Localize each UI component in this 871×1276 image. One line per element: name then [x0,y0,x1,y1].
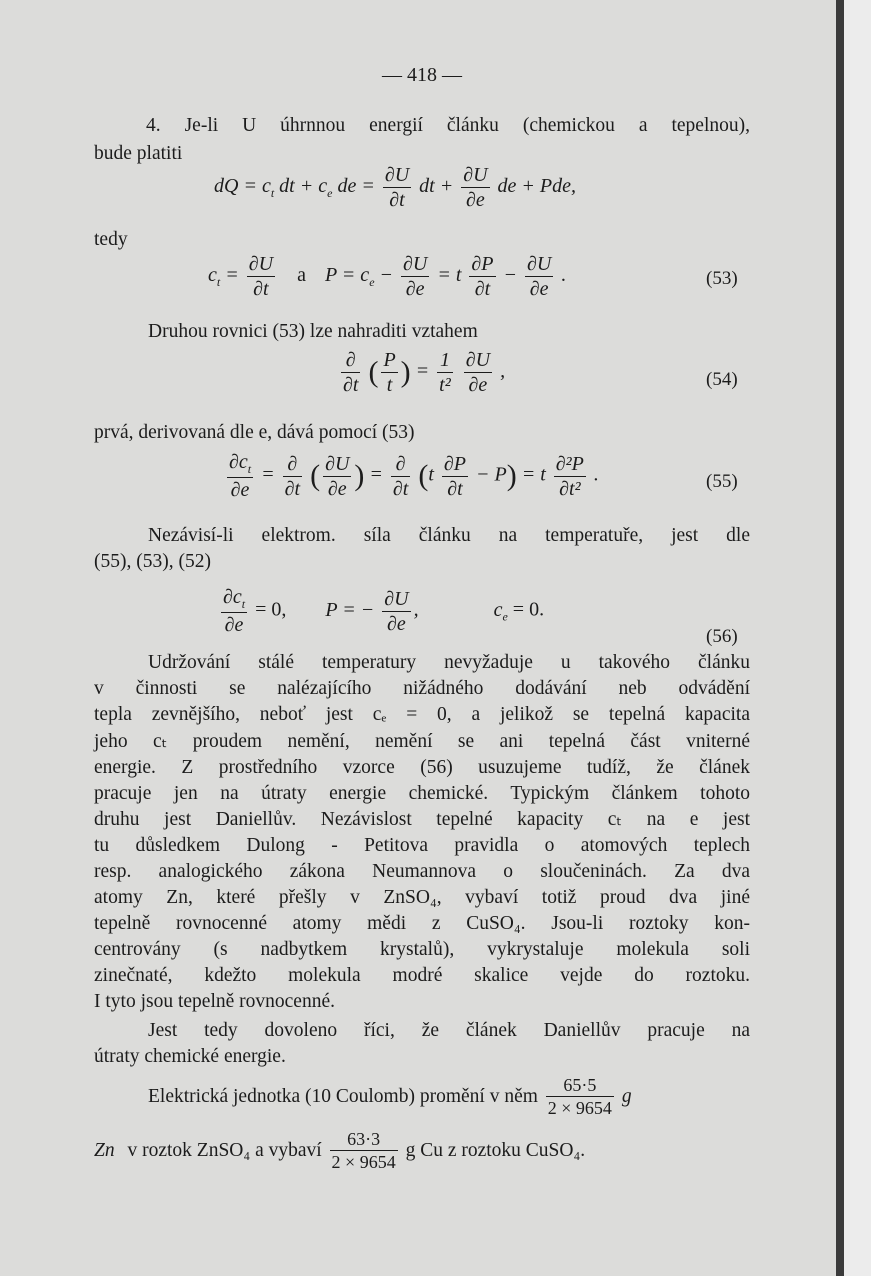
paragraph-line: v činnosti se nalézajícího nižádného dodávání neb odvádění [94,678,750,699]
paragraph-line: zinečnaté, kdežto molekula modré skalice vejde do roztoku. [94,965,750,986]
paragraph-line: tu důsledkem Dulong - Petitova pravidla o atomových teplech [94,835,750,856]
paragraph-line: I tyto jsou tepelně rovnocenné. [94,991,335,1012]
nezavisi-line-2: (55), (53), (52) [94,551,211,572]
paragraph-line: druhu jest Daniellův. Nezávislost tepelné kapacity cₜ na e jest [94,809,750,830]
tedy-label: tedy [94,229,128,250]
paragraph-line: jeho cₜ proudem nemění, nemění se ani tepelná část vniterné [94,731,750,752]
elektricka-line: Elektrická jednotka (10 Coulomb) promění v něm $\frac{65\cdot 5}{2 \times 9654}$ g [148,1075,632,1118]
equation-54: $\frac{\partial}{\partial t}$ ( $\frac{P}{t}$ ) = $\frac{1}{\text{t²}}$ $\frac{\partial U}{\partial e}$ , [343,349,506,396]
prva-line: prvá, derivovaná dle e, dává pomocí (53) [94,422,415,443]
paragraph-line: resp. analogického zákona Neumannova o sloučeninách. Za dva [94,861,750,882]
jest-tedy-line-1: Jest tedy dovoleno říci, že článek Daniellův pracuje na [148,1020,750,1041]
equation-number-55: (55) [706,471,738,492]
jest-tedy-line-2: útraty chemické energie. [94,1046,286,1067]
page-number: — 418 — [382,64,462,86]
paragraph-line: tepla zevnějšího, neboť jest cₑ = 0, a jelikož se tepelná kapacita [94,704,750,725]
equation-56: $\frac{\partial c_t}{\partial e}$ = 0, P = − $\frac{\partial U}{\partial e}$ , $c_e = 0$. [223,586,545,636]
zn-line: Zn v roztok ZnSO₄ a vybaví $\frac{63\cdot 3}{2 \times 9654}$ g Cu z roztoku CuSO₄. [94,1129,586,1172]
equation-number-53: (53) [706,268,738,289]
equation-number-56: (56) [706,626,738,647]
equation-53: $c_t$ = $\frac{\partial U}{\partial t}$ a $P = c_e$ − $\frac{\partial U}{\partial e}$ = t $\frac{\partial P}{\partial t}$ − $\frac{\partial U}{\partial e}$ . [208,253,567,300]
paragraph-line: Udržování stálé temperatury nevyžaduje u takového článku [148,652,750,673]
paragraph-line: centrovány (s nadbytkem krystalů), vykrystaluje molekula soli [94,939,750,960]
paragraph-line: pracuje jen na útraty energie chemické. Typickým článkem tohoto [94,783,750,804]
page-edge-shadow [836,0,844,1276]
paragraph-line: tepelně rovnocenné atomy mědi z CuSO₄. Jsou-li roztoky kon- [94,913,750,934]
equation-55: $\frac{\partial c_t}{\partial e}$ = $\frac{\partial}{\partial t}$ ( $\frac{\partial U}{\partial e}$ ) = $\frac{\partial}{\partial t}$ (t $\frac{\partial P}{\partial t}$ − P) = t $\frac{\text{∂²P}}{\text{∂t²}}$ . [229,451,599,501]
equation-number-54: (54) [706,369,738,390]
druhou-line: Druhou rovnici (53) lze nahraditi vztahem [148,321,478,342]
equation-dq: dQ = $c_t$ dt + $c_e$ de = $\frac{\partial U}{\partial t}$ dt + $\frac{\partial U}{\partial e}$ de + Pde, [214,164,576,211]
intro-line-2: bude platiti [94,143,183,164]
intro-line-1: 4. Je-li U úhrnnou energií článku (chemickou a tepelnou), [146,115,750,136]
page-edge [844,0,871,1276]
nezavisi-line-1: Nezávisí-li elektrom. síla článku na temperatuře, jest dle [148,525,750,546]
paragraph-line: atomy Zn, které přešly v ZnSO₄, vybaví totiž proud dva jiné [94,887,750,908]
paragraph-line: energie. Z prostředního vzorce (56) usuzujeme tudíž, že článek [94,757,750,778]
